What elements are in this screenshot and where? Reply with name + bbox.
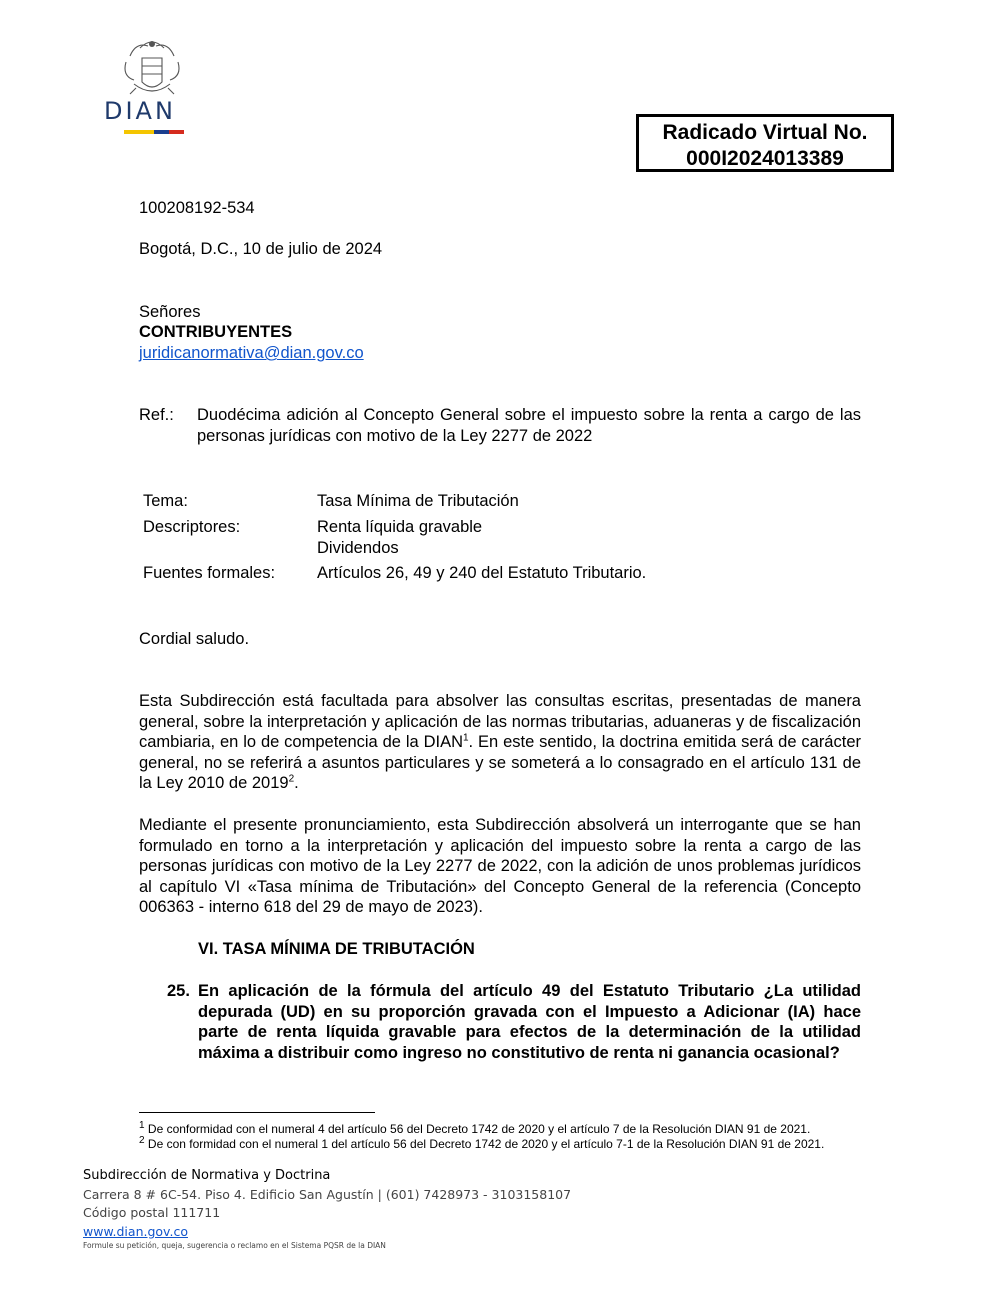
page-footer — [83, 1167, 571, 1251]
greeting: Cordial saludo. — [139, 630, 250, 648]
reference-number: 100208192-534 — [139, 199, 255, 217]
fuentes-value: Artículos 26, 49 y 240 del Estatuto Tributario. — [317, 564, 647, 582]
meta-row-descriptores — [143, 517, 863, 563]
footnote-1-mark: 1 — [139, 1120, 145, 1131]
footnote-1-text: De conformidad con el numeral 4 del artículo 56 del Decreto 1742 de 2020 y el artículo 7 de la Resolución DIAN 91 de 2021. — [147, 1122, 811, 1136]
addressee-salutation: Señores — [139, 303, 201, 321]
footnotes — [139, 1122, 861, 1151]
addressee-name: CONTRIBUYENTES — [139, 323, 293, 341]
descriptor-item: Dividendos — [317, 538, 399, 557]
fuentes-label: Fuentes formales: — [143, 564, 276, 582]
radicado-line2: 000I2024013389 — [686, 147, 844, 170]
question-text: En aplicación de la fórmula del artículo 49 del Estatuto Tributario ¿La utilidad depurada (UD) en su proporción gravada con el Impuesto a Adicionar (IA) hace parte de renta líquida gravable para efectos de la determinación de la utilidad máxima a distribuir como ingreso no constitutivo de renta ni ganancia ocasional? — [198, 982, 861, 1062]
ref-text: Duodécima adición al Concepto General sobre el impuesto sobre la renta a cargo de las personas jurídicas con motivo de la Ley 2277 de 2022 — [197, 406, 861, 445]
question-number: 25. — [167, 982, 190, 1000]
addressee-email-link[interactable]: juridicanormativa@dian.gov.co — [139, 344, 364, 362]
footer-website-link[interactable]: www.dian.gov.co — [83, 1223, 188, 1239]
footer-address: Carrera 8 # 6C-54. Piso 4. Edificio San Agustín | (601) 7428973 - 3103158107 — [83, 1186, 572, 1202]
radicado-box — [636, 114, 894, 172]
meta-row-tema — [143, 491, 863, 517]
section-heading: VI. TASA MÍNIMA DE TRIBUTACIÓN — [198, 940, 475, 958]
flag-stripe — [124, 130, 184, 134]
descriptores-label: Descriptores: — [143, 518, 241, 536]
footnote-ref-1: 1 — [462, 732, 469, 744]
meta-row-fuentes — [143, 563, 863, 584]
footnote-1 — [139, 1122, 861, 1136]
footnote-divider — [139, 1112, 375, 1113]
paragraph1-part3: . — [294, 774, 299, 792]
flag-red — [169, 130, 184, 134]
paragraph1-part1: Esta Subdirección está facultada para absolver las consultas escritas, presentadas de manera general, sobre la interpretación y aplicación de las normas tributarias, aduaneras y de fiscalización cambiaria, en lo de competencia de la DIAN — [139, 692, 861, 751]
footer-pqsr: Formule su petición, queja, sugerencia o reclamo en el Sistema PQSR de la DIAN — [83, 1241, 386, 1250]
flag-blue — [154, 130, 169, 134]
paragraph1-part2: . En este sentido, la doctrina emitida será de carácter general, no se referirá a asuntos particulares y se someterá a lo consagrado en el artículo 131 de la Ley 2010 de 2019 — [139, 733, 861, 792]
tema-value: Tasa Mínima de Tributación — [317, 492, 519, 510]
flag-yellow — [124, 130, 154, 134]
paragraph-pronouncement: Mediante el presente pronunciamiento, esta Subdirección absolverá un interrogante que se han formulado en torno a la interpretación y aplicación del impuesto sobre la renta a cargo de las personas jurídicas con motivo de la Ley 2277 de 2022, con la adición de unos problemas jurídicos al capítulo VI «Tasa mínima de Tributación» del Concepto General de la referencia (Concepto 006363 - interno 618 del 29 de mayo de 2023). — [139, 816, 861, 916]
paragraph-competence — [139, 691, 861, 794]
ref-label: Ref.: — [139, 406, 174, 424]
meta-table — [143, 491, 863, 584]
descriptor-item: Renta líquida gravable — [317, 518, 483, 536]
logo-wordmark — [104, 98, 208, 129]
footer-postal: Código postal 111711 — [83, 1205, 221, 1220]
footnote-2-text: De con formidad con el numeral 1 del artículo 56 del Decreto 1742 de 2020 y el artículo 7-1 de la Resolución DIAN 91 de 2021. — [147, 1137, 825, 1151]
footer-office: Subdirección de Normativa y Doctrina — [83, 1168, 331, 1183]
footnote-ref-2: 2 — [288, 773, 295, 785]
footnote-2 — [139, 1137, 861, 1151]
logo-text: DIAN — [104, 98, 176, 124]
tema-label: Tema: — [143, 492, 188, 510]
radicado-line1: Radicado Virtual No. — [662, 121, 868, 144]
footnote-2-mark: 2 — [139, 1135, 145, 1146]
place-date: Bogotá, D.C., 10 de julio de 2024 — [139, 240, 383, 258]
